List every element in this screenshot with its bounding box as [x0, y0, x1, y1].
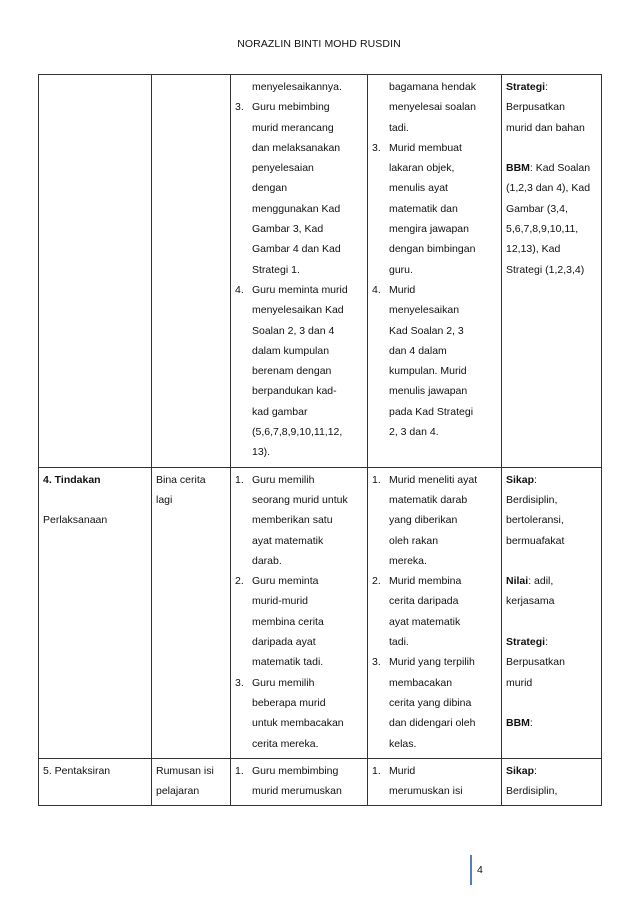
list-item: 3. Murid yang terpilih membacakan cerita yang dibina dan didengari oleh kelas. [372, 656, 476, 750]
list-item: 1. Murid meneliti ayat matematik darab yang diberikan oleh rakan mereka. [372, 473, 478, 567]
list-item: 1. Guru memilih seorang murid untuk memberikan satu ayat matematik darab. [235, 473, 348, 567]
table-row [39, 75, 602, 468]
teacher-activity-cell [231, 758, 368, 806]
notes-cell: Sikap: Berdisiplin, [502, 758, 602, 806]
list-item: 4. Murid menyelesaikan Kad Soalan 2, 3 dan 4 dalam kumpulan. Murid menulis jawapan pada Kad Strategi 2, 3 dan 4. [372, 283, 474, 439]
content-cell: Bina cerita lagi [152, 467, 231, 758]
table-row [39, 467, 602, 758]
page-header-author: NORAZLIN BINTI MOHD RUSDIN [237, 38, 401, 50]
notes-cell: Sikap: Berdisiplin, bertoleransi, bermuafakat Nilai: adil, kerjasama Strategi: Berpusatkan murid BBM: [502, 467, 602, 758]
student-activity-cell [368, 75, 502, 468]
list-item: bagamana hendak menyelesai soalan tadi. [389, 81, 476, 134]
list-item: 3. Murid membuat lakaran objek, menulis ayat matematik dan mengira jawapan dengan bimbingan guru. [372, 141, 476, 276]
list-item: 3. Guru mebimbing murid merancang dan melaksanakan penyelesaian dengan menggunakan Kad Gambar 3, Kad Gambar 4 dan Kad Strategi 1. [235, 101, 341, 276]
list-item: menyelesaikannya. [252, 81, 342, 93]
student-activity-cell [368, 467, 502, 758]
table-row [39, 758, 602, 806]
stage-cell: 5. Pentaksiran [39, 758, 152, 806]
list-item: 3. Guru memilih beberapa murid untuk membacakan cerita mereka. [235, 676, 344, 750]
lesson-plan-table [38, 74, 602, 806]
page-number: 4 [477, 864, 483, 876]
list-item: 2. Murid membina cerita daripada ayat matematik tadi. [372, 575, 462, 649]
list-item: 2. Guru meminta murid-murid membina cerita daripada ayat matematik tadi. [235, 575, 324, 669]
stage-cell: 4. Tindakan Perlaksanaan [39, 467, 152, 758]
content-cell [152, 75, 231, 468]
footer-divider [470, 855, 472, 885]
student-activity-cell [368, 758, 502, 806]
stage-cell [39, 75, 152, 468]
list-item: 1. Guru membimbing murid merumuskan [235, 764, 342, 798]
list-item: 1. Murid merumuskan isi [372, 764, 463, 798]
teacher-activity-cell [231, 75, 368, 468]
teacher-activity-cell [231, 467, 368, 758]
notes-cell: Strategi: Berpusatkan murid dan bahan BBM: Kad Soalan (1,2,3 dan 4), Kad Gambar (3,4, 5,6,7,8,9,10,11, 12,13), Kad Strategi (1,2,3,4) [502, 75, 602, 468]
content-cell: Rumusan isi pelajaran [152, 758, 231, 806]
list-item: 4. Guru meminta murid menyelesaikan Kad Soalan 2, 3 dan 4 dalam kumpulan berenam dengan berpandukan kad- kad gambar (5,6,7,8,9,10,11,12, 13). [235, 283, 348, 459]
